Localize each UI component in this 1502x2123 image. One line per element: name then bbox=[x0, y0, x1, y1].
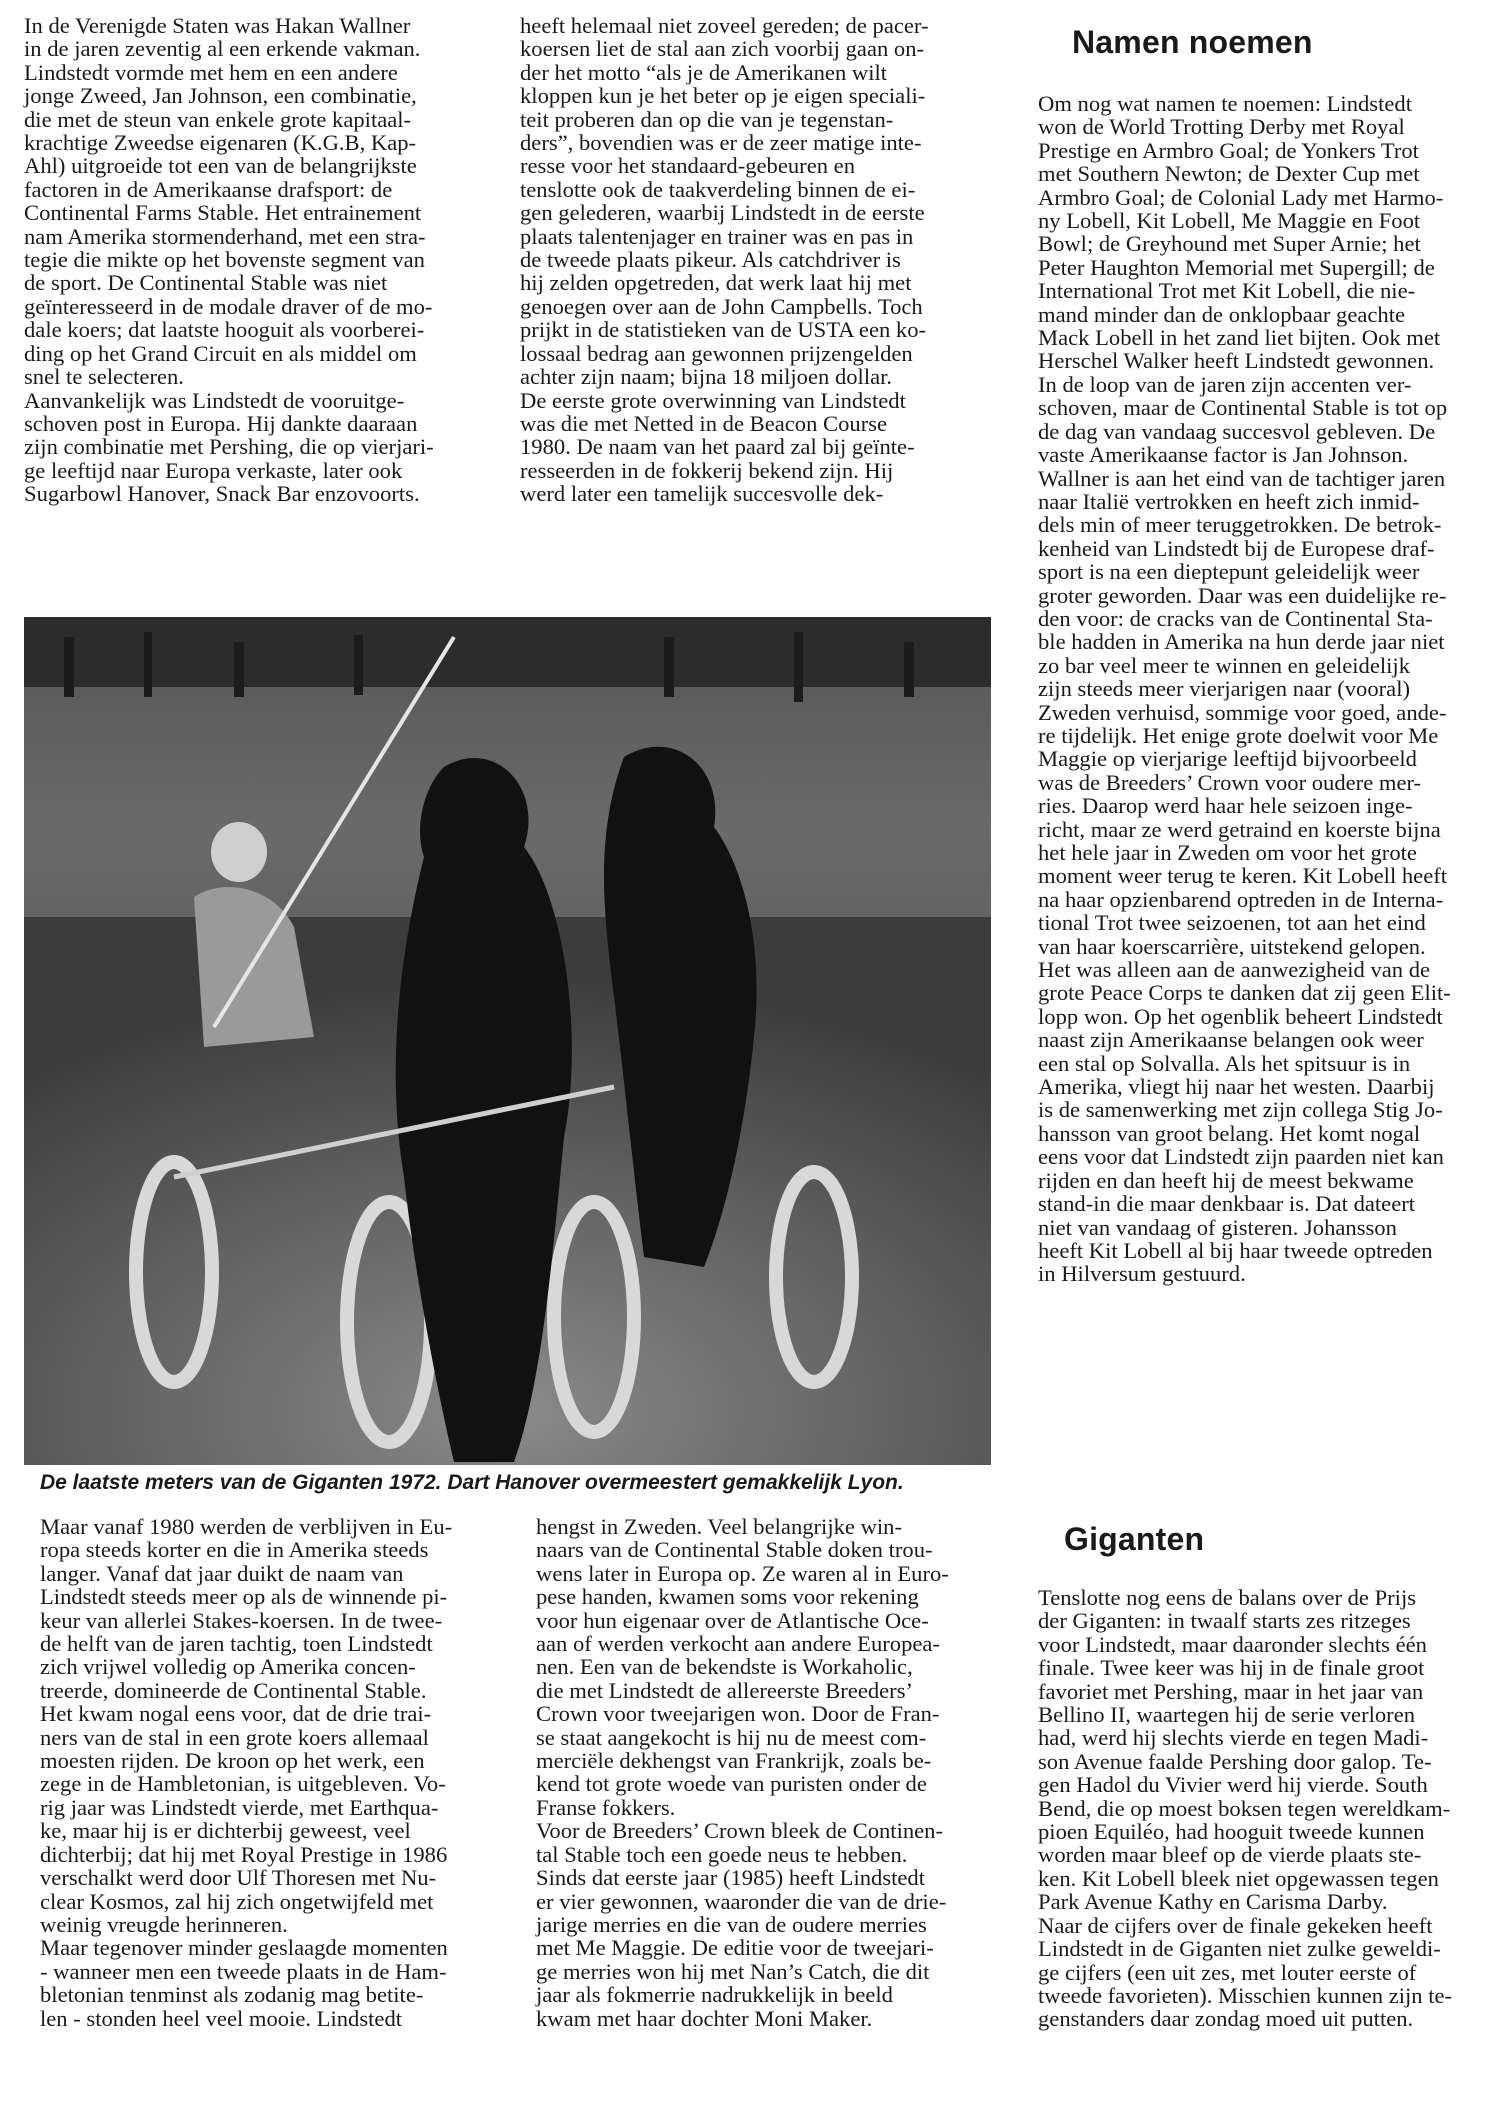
text-line: finale. Twee keer was hij in de finale groot bbox=[1038, 1655, 1425, 1681]
text-line: weinig vreugde herinneren. bbox=[40, 1911, 288, 1937]
text-line: langer. Vanaf dat jaar duikt de naam van bbox=[40, 1560, 404, 1586]
text-line: ropa steeds korter en die in Amerika steeds bbox=[40, 1537, 429, 1563]
text-line: ke, maar hij is er dichterbij geweest, veel bbox=[40, 1818, 411, 1844]
text-line: Lindstedt vormde met hem en een andere bbox=[24, 59, 398, 85]
text-line: wens later in Europa op. Ze waren al in Euro- bbox=[536, 1560, 949, 1586]
text-line: ners van de stal in een grote koers allemaal bbox=[40, 1724, 429, 1750]
column-top-left bbox=[24, 14, 434, 506]
text-line: dels min of meer teruggetrokken. De betrok- bbox=[1038, 512, 1442, 538]
text-line: In de loop van de jaren zijn accenten ver- bbox=[1038, 371, 1412, 397]
text-line: in de jaren zeventig al een erkende vakman. bbox=[24, 36, 421, 62]
text-line: de helft van de jaren tachtig, toen Lindstedt bbox=[40, 1631, 433, 1657]
text-line: merciële dekhengst van Frankrijk, zoals be- bbox=[536, 1748, 932, 1774]
text-line: jaar als fokmerrie nadrukkelijk in beeld bbox=[536, 1982, 893, 2008]
text-line: Peter Haughton Memorial met Supergill; de bbox=[1038, 254, 1435, 280]
text-line: worden maar bleef op de vierde plaats ste- bbox=[1038, 1842, 1422, 1868]
text-line: dichterbij; dat hij met Royal Prestige in 1986 bbox=[40, 1841, 448, 1867]
text-line: tegie die mikte op het bovenste segment van bbox=[24, 247, 425, 273]
text-line: was die met Netted in de Beacon Course bbox=[520, 410, 888, 436]
section-heading-giganten: Giganten bbox=[1064, 1521, 1205, 1557]
text-line: pese handen, kwamen soms voor rekening bbox=[536, 1584, 919, 1610]
text-line: son Avenue faalde Pershing door galop. Te- bbox=[1038, 1748, 1432, 1774]
text-line: favoriet met Pershing, maar in het jaar van bbox=[1038, 1678, 1424, 1704]
text-line: naast zijn Amerikaanse belangen ook weer bbox=[1038, 1027, 1424, 1053]
column-right-upper bbox=[1038, 92, 1451, 1286]
text-line: Prestige en Armbro Goal; de Yonkers Trot bbox=[1038, 137, 1419, 163]
text-line: nen. Een van de bekendste is Workaholic, bbox=[536, 1654, 913, 1680]
text-line: Franse fokkers. bbox=[536, 1794, 676, 1820]
text-line: den voor: de cracks van de Continental Sta- bbox=[1038, 605, 1433, 631]
text-line: van haar koerscarrière, uitstekend gelopen. bbox=[1038, 933, 1426, 959]
text-line: schoven, maar de Continental Stable is tot op bbox=[1038, 395, 1448, 421]
text-line: jonge Zweed, Jan Johnson, een combinatie, bbox=[24, 83, 417, 109]
text-line: stand-in die maar denkbaar is. Dat dateert bbox=[1038, 1191, 1416, 1217]
text-line: krachtige Zweedse eigenaren (K.G.B, Kap- bbox=[24, 130, 417, 156]
text-line: in Hilversum gestuurd. bbox=[1038, 1261, 1246, 1287]
text-line: re tijdelijk. Het enige grote doelwit voor Me bbox=[1038, 722, 1439, 748]
text-line: met Southern Newton; de Dexter Cup met bbox=[1038, 161, 1420, 187]
text-line: Sugarbowl Hanover, Snack Bar enzovoorts. bbox=[24, 481, 420, 507]
text-line: die met Lindstedt de allereerste Breeders’ bbox=[536, 1677, 914, 1703]
text-line: lopp won. Op het ogenblik beheert Lindstedt bbox=[1038, 1003, 1443, 1029]
text-line: ders”, bovendien was er de zeer matige inte- bbox=[520, 130, 922, 156]
text-line: werd later een tamelijk succesvolle dek- bbox=[520, 481, 884, 507]
text-line: schoven post in Europa. Hij dankte daaraan bbox=[24, 410, 418, 436]
text-line: Mack Lobell in het zand liet bijten. Ook met bbox=[1038, 325, 1441, 351]
text-line: Lindstedt steeds meer op als de winnende pi- bbox=[40, 1584, 448, 1610]
text-line: snel te selecteren. bbox=[24, 364, 184, 390]
photo-illustration bbox=[24, 617, 991, 1465]
text-line: ge leeftijd naar Europa verkaste, later ook bbox=[24, 457, 403, 483]
text-line: gen gelederen, waarbij Lindstedt in de eerste bbox=[520, 200, 925, 226]
text-line: International Trot met Kit Lobell, die nie- bbox=[1038, 278, 1416, 304]
text-line: bletonian tenminst als zodanig mag betite- bbox=[40, 1982, 424, 2008]
text-line: Tenslotte nog eens de balans over de Prijs bbox=[1038, 1585, 1417, 1610]
text-line: resse voor het standaard-gebeuren en bbox=[520, 153, 855, 179]
text-line: genstanders daar zondag moed uit putten. bbox=[1038, 2006, 1414, 2032]
text-line: teit proberen dan op die van je tegenstan- bbox=[520, 106, 894, 132]
text-line: pioen Equiléo, had hooguit tweede kunnen bbox=[1038, 1819, 1425, 1845]
text-line: heeft helemaal niet zoveel gereden; de pacer- bbox=[520, 13, 929, 38]
text-line: se staat aangekocht is hij nu de meest com- bbox=[536, 1724, 927, 1750]
text-line: Amerika, vliegt hij naar het westen. Daarbij bbox=[1038, 1074, 1435, 1100]
text-line: Maggie op vierjarige leeftijd bijvoorbeeld bbox=[1038, 746, 1417, 772]
column-right-lower bbox=[1038, 1586, 1452, 2031]
text-line: der Giganten: in twaalf starts zes ritzeges bbox=[1038, 1608, 1411, 1634]
text-line: kend tot grote woede van puristen onder de bbox=[536, 1771, 927, 1797]
text-line: kenheid van Lindstedt bij de Europese draf- bbox=[1038, 535, 1435, 561]
text-line: voor hun eigenaar over de Atlantische Oce- bbox=[536, 1607, 929, 1633]
text-line: naar Italië vertrokken en heeft zich inmid- bbox=[1038, 488, 1420, 514]
column-bottom-middle bbox=[536, 1515, 949, 2030]
text-line: zege in de Hambletonian, is uitgebleven. Vo- bbox=[40, 1771, 446, 1797]
text-line: grote Peace Corps te danken dat zij geen Elit- bbox=[1038, 980, 1451, 1006]
text-line: een stal op Solvalla. Als het spitsuur is in bbox=[1038, 1050, 1411, 1076]
column-bottom-left bbox=[40, 1515, 452, 2030]
text-line: Wallner is aan het eind van de tachtiger jaren bbox=[1038, 465, 1446, 491]
text-line: koersen liet de stal aan zich voorbij gaan on- bbox=[520, 36, 925, 62]
text-line: dale koers; dat laatste hooguit als voorberei- bbox=[24, 317, 425, 343]
text-line: De eerste grote overwinning van Lindstedt bbox=[520, 387, 906, 413]
text-line: het hele jaar in Zweden om voor het grote bbox=[1038, 840, 1417, 865]
text-line: mand minder dan de onklopbaar geachte bbox=[1038, 301, 1406, 327]
text-line: jarige merries en die van de oudere merries bbox=[536, 1911, 927, 1937]
text-line: hansson van groot belang. Het komt nogal bbox=[1038, 1120, 1421, 1146]
text-line: achter zijn naam; bijna 18 miljoen dollar. bbox=[520, 364, 893, 390]
text-line: keur van allerlei Stakes-koersen. In de twee- bbox=[40, 1607, 443, 1633]
text-line: Aanvankelijk was Lindstedt de vooruitge- bbox=[24, 387, 405, 413]
text-line: had, werd hij slechts vierde en tegen Madi- bbox=[1038, 1725, 1429, 1751]
text-line: er vier gewonnen, waaronder die van de drie- bbox=[536, 1888, 947, 1914]
text-line: eens voor dat Lindstedt zijn paarden niet kan bbox=[1038, 1144, 1444, 1170]
text-line: der het motto “als je de Amerikanen wilt bbox=[520, 59, 888, 85]
text-line: hengst in Zweden. Veel belangrijke win- bbox=[536, 1514, 903, 1539]
text-line: Om nog wat namen te noemen: Lindstedt bbox=[1038, 91, 1412, 116]
text-line: ge merries won hij met Nan’s Catch, die dit bbox=[536, 1958, 930, 1984]
text-line: factoren in de Amerikaanse drafsport: de bbox=[24, 176, 393, 202]
text-line: ny Lobell, Kit Lobell, Me Maggie en Foot bbox=[1038, 208, 1421, 234]
text-line: met Me Maggie. De editie voor de tweejari- bbox=[536, 1935, 934, 1961]
text-line: ge cijfers (een uit zes, met louter eerste of bbox=[1038, 1959, 1417, 1985]
photo-caption: De laatste meters van de Giganten 1972. Dart Hanover overmeestert gemakkelijk Lyon. bbox=[40, 1471, 904, 1494]
text-line: Bellino II, waartegen hij de serie verloren bbox=[1038, 1702, 1416, 1728]
text-line: is de samenwerking met zijn collega Stig Jo- bbox=[1038, 1097, 1443, 1123]
text-line: voor Lindstedt, maar daaronder slechts één bbox=[1038, 1631, 1427, 1657]
text-line: geïnteresseerd in de modale draver of de mo- bbox=[24, 293, 433, 319]
text-line: Armbro Goal; de Colonial Lady met Harmo- bbox=[1038, 184, 1444, 210]
text-line: moesten rijden. De kroon op het werk, een bbox=[40, 1748, 425, 1774]
text-line: Ahl) uitgroeide tot een van de belangrijkste bbox=[24, 153, 417, 179]
text-line: lossaal bedrag aan gewonnen prijzengelden bbox=[520, 340, 913, 366]
text-line: prijkt in de statistieken van de USTA een ko- bbox=[520, 317, 927, 343]
text-line: na haar opzienbarend optreden in de Interna- bbox=[1038, 886, 1444, 912]
text-line: verschalkt werd door Ulf Thoresen met Nu- bbox=[40, 1865, 437, 1891]
text-line: de sport. De Continental Stable was niet bbox=[24, 270, 388, 296]
text-line: won de World Trotting Derby met Royal bbox=[1038, 114, 1405, 140]
column-top-middle bbox=[520, 14, 929, 506]
text-line: naars van de Continental Stable doken trou- bbox=[536, 1537, 933, 1563]
text-line: Maar tegenover minder geslaagde momenten bbox=[40, 1935, 448, 1961]
text-line: Crown voor tweejarigen won. Door de Fran- bbox=[536, 1701, 940, 1727]
text-line: Het was alleen aan de aanwezigheid van de bbox=[1038, 957, 1431, 983]
text-line: tional Trot twee seizoenen, tot aan het eind bbox=[1038, 910, 1426, 936]
text-line: Park Avenue Kathy en Carisma Darby. bbox=[1038, 1889, 1388, 1915]
text-line: tal Stable toch een goede neus te hebben. bbox=[536, 1841, 908, 1867]
text-line: Zweden verhuisd, sommige voor goed, ande- bbox=[1038, 699, 1447, 725]
text-line: ries. Daarop werd haar hele seizoen inge- bbox=[1038, 793, 1413, 819]
text-line: Sinds dat eerste jaar (1985) heeft Lindstedt bbox=[536, 1865, 925, 1891]
text-line: gen Hadol du Vivier werd hij vierde. South bbox=[1038, 1772, 1428, 1798]
text-line: genoegen over aan de John Campbells. Toch bbox=[520, 293, 923, 319]
text-line: rijden en dan heeft hij de meest bekwame bbox=[1038, 1167, 1414, 1193]
text-line: de dag van vandaag succesvol gebleven. De bbox=[1038, 418, 1436, 444]
text-line: ding op het Grand Circuit en als middel om bbox=[24, 340, 417, 366]
text-line: clear Kosmos, zal hij zich ongetwijfeld met bbox=[40, 1888, 434, 1914]
text-line: treerde, domineerde de Continental Stable. bbox=[40, 1677, 427, 1703]
text-line: Het kwam nogal eens voor, dat de drie trai- bbox=[40, 1701, 432, 1727]
text-line: Bend, die op moest boksen tegen wereldkam- bbox=[1038, 1795, 1451, 1821]
text-line: kloppen kun je het beter op je eigen speciali- bbox=[520, 83, 926, 109]
harness-racing-photo bbox=[24, 617, 991, 1465]
text-line: Bowl; de Greyhound met Super Arnie; het bbox=[1038, 231, 1421, 257]
text-line: Continental Farms Stable. Het entrainement bbox=[24, 200, 422, 226]
text-line: Herschel Walker heeft Lindstedt gewonnen. bbox=[1038, 348, 1435, 374]
text-line: de tweede plaats pikeur. Als catchdriver is bbox=[520, 247, 901, 273]
text-line: In de Verenigde Staten was Hakan Wallner bbox=[24, 13, 411, 38]
text-line: aan of werden verkocht aan andere Europea- bbox=[536, 1631, 940, 1657]
text-line: niet van vandaag of gisteren. Johansson bbox=[1038, 1214, 1397, 1240]
text-line: groter geworden. Daar was een duidelijke re- bbox=[1038, 582, 1447, 608]
text-line: Naar de cijfers over de finale gekeken heeft bbox=[1038, 1912, 1433, 1938]
text-line: was de Breeders’ Crown voor oudere mer- bbox=[1038, 769, 1422, 795]
text-line: Maar vanaf 1980 werden de verblijven in Eu- bbox=[40, 1514, 453, 1539]
text-line: kwam met haar dochter Moni Maker. bbox=[536, 2005, 873, 2031]
text-line: plaats talentenjager en trainer was en pas in bbox=[520, 223, 914, 249]
text-line: nam Amerika stormenderhand, met een stra- bbox=[24, 223, 426, 249]
text-line: zich vrijwel volledig op Amerika concen- bbox=[40, 1654, 416, 1680]
text-line: vaste Amerikaanse factor is Jan Johnson. bbox=[1038, 442, 1409, 468]
text-line: tweede favorieten). Misschien kunnen zijn te- bbox=[1038, 1982, 1453, 2008]
text-line: len - stonden heel veel mooie. Lindstedt bbox=[40, 2005, 403, 2031]
text-line: Lindstedt in de Giganten niet zulke geweldi- bbox=[1038, 1936, 1441, 1962]
text-line: heeft Kit Lobell al bij haar tweede optreden bbox=[1038, 1237, 1433, 1263]
text-line: ken. Kit Lobell bleek niet opgewassen tegen bbox=[1038, 1865, 1439, 1891]
text-line: zo bar veel meer te winnen en geleidelijk bbox=[1038, 652, 1411, 678]
text-line: hij zelden opgetreden, dat werk laat hij met bbox=[520, 270, 912, 296]
text-line: die met de steun van enkele grote kapitaal- bbox=[24, 106, 412, 132]
text-line: 1980. De naam van het paard zal bij geïnte- bbox=[520, 434, 915, 460]
text-line: rig jaar was Lindstedt vierde, met Earthqua- bbox=[40, 1794, 439, 1820]
text-line: richt, maar ze werd getraind en koerste bijna bbox=[1038, 816, 1441, 842]
text-line: - wanneer men een tweede plaats in de Ham- bbox=[40, 1958, 447, 1984]
section-heading-namen-noemen: Namen noemen bbox=[1072, 24, 1313, 60]
text-line: Voor de Breeders’ Crown bleek de Continen- bbox=[536, 1818, 943, 1844]
text-line: tenslotte ook de taakverdeling binnen de ei- bbox=[520, 176, 916, 202]
text-line: resseerden in de fokkerij bekend zijn. Hij bbox=[520, 457, 894, 483]
text-line: zijn steeds meer vierjarigen naar (vooral) bbox=[1038, 676, 1410, 702]
text-line: moment weer terug te keren. Kit Lobell heeft bbox=[1038, 863, 1448, 889]
text-line: ble hadden in Amerika na hun derde jaar niet bbox=[1038, 629, 1445, 655]
text-line: zijn combinatie met Pershing, die op vierjari- bbox=[24, 434, 434, 460]
text-line: sport is na een dieptepunt geleidelijk weer bbox=[1038, 559, 1420, 585]
